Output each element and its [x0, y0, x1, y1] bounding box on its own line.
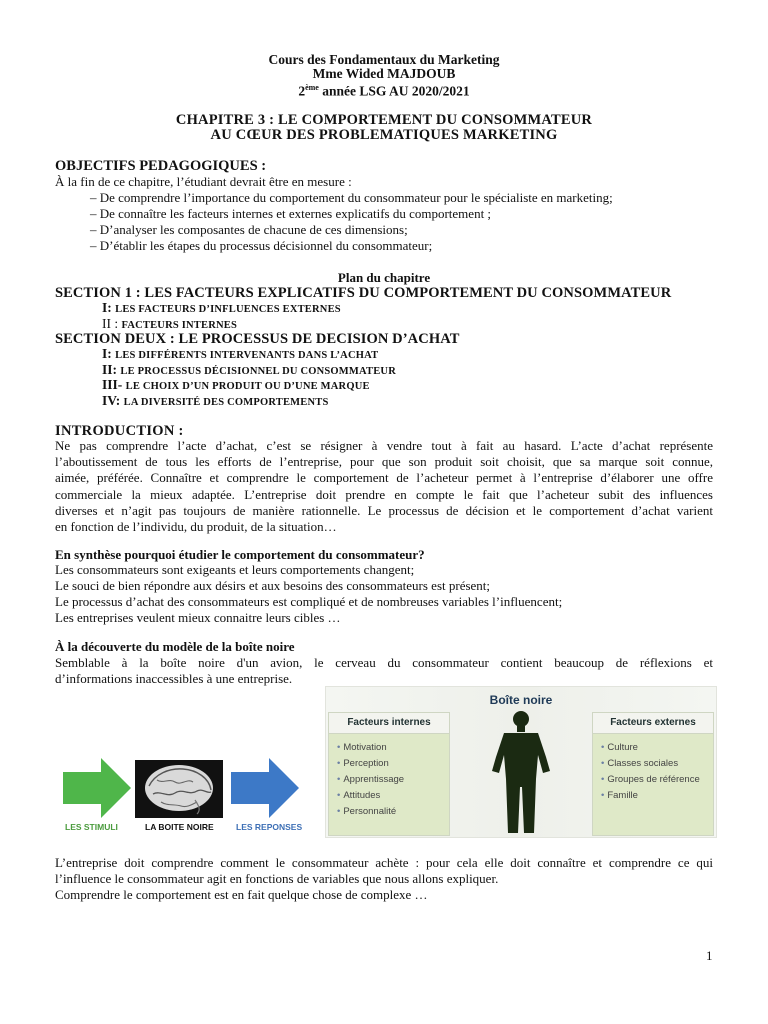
internal-factors-box	[328, 712, 450, 836]
subitem-label: FACTEURS INTERNES	[121, 320, 238, 331]
person-silhouette-icon	[486, 709, 556, 835]
blackbox-caption: LA BOITE NOIRE	[145, 822, 214, 832]
factor-item: • Groupes de référence	[601, 774, 700, 785]
closing-line: Comprendre le comportement est en fait quelque chose de complexe …	[55, 887, 428, 902]
synthesis-line: Les consommateurs sont exigeants et leurs comportements changent;	[55, 562, 415, 577]
factor-item: • Personnalité	[337, 806, 397, 817]
chapter-subtitle: AU CŒUR DES PROBLEMATIQUES MARKETING	[210, 127, 558, 143]
objective-item: – De comprendre l’importance du comportement du consommateur pour le spécialiste en marketing;	[90, 190, 613, 205]
plan-subitem	[102, 301, 341, 317]
teacher-name: Mme Wided MAJDOUB	[312, 66, 456, 81]
internal-factors-title: Facteurs internes	[329, 713, 449, 734]
external-factors-box	[592, 712, 714, 836]
introduction-title: INTRODUCTION :	[55, 423, 184, 439]
subitem-label: LE PROCESSUS DÉCISIONNEL DU CONSOMMATEUR	[120, 366, 396, 377]
plan-subitem	[102, 347, 378, 363]
subitem-number: II :	[102, 316, 122, 331]
objective-item: – D’établir les étapes du processus décisionnel du consommateur;	[90, 238, 433, 253]
subitem-number: I:	[102, 346, 116, 361]
page-number: 1	[706, 948, 713, 963]
objectives-intro: À la fin de ce chapitre, l’étudiant devrait être en mesure :	[55, 174, 352, 189]
paragraph-line: l’influence le consommateur agit en fonctions de variables que nous allons expliquer.	[55, 871, 499, 887]
synthesis-title: En synthèse pourquoi étudier le comportement du consommateur?	[55, 547, 425, 562]
subitem-label: LA DIVERSITÉ DES COMPORTEMENTS	[123, 397, 329, 408]
factor-item: • Culture	[601, 742, 638, 753]
plan-title: Plan du chapitre	[337, 270, 431, 285]
section-1-title: SECTION 1 : LES FACTEURS EXPLICATIFS DU COMPORTEMENT DU CONSOMMATEUR	[55, 285, 672, 301]
blue-arrow-icon	[231, 758, 299, 818]
paragraph-line: en fonction de l’individu, du produit, de la situation…	[55, 519, 337, 535]
paragraph-line: diverses et n’agit pas toujours de manière rationnelle. Le processus de décision et le comportement d’achat varient	[55, 502, 713, 518]
responses-caption: LES REPONSES	[236, 822, 303, 832]
plan-subitem	[102, 394, 329, 410]
brain-image	[135, 760, 223, 818]
plan-subitem	[102, 378, 370, 394]
subitem-number: II:	[102, 362, 121, 377]
green-arrow-icon	[63, 758, 131, 818]
paragraph-line: l’aboutissement de tous les efforts de l’entreprise, pour que son produit soit choisit, que sa marque soit connue,	[55, 454, 713, 470]
blackbox-factors-figure	[325, 686, 717, 838]
synthesis-line: Le processus d’achat des consommateurs est compliqué et de nombreuses variables l’influencent;	[55, 594, 563, 609]
internal-factors-list	[329, 734, 449, 835]
subitem-number: IV:	[102, 393, 124, 408]
factor-item: • Motivation	[337, 742, 387, 753]
synthesis-line: Le souci de bien répondre aux désirs et aux besoins des consommateurs est présent;	[55, 578, 491, 593]
paragraph-line: aimée, préférée. Connaître et comprendre le comportement de l’acheteur permet à l’entreprise d’élaborer une offre	[55, 470, 713, 486]
subitem-label: LE CHOIX D’UN PRODUIT OU D’UNE MARQUE	[125, 381, 370, 392]
paragraph-line: L’entreprise doit comprendre comment le consommateur achète : pour cela elle doit connaître et comprendre ce qui	[55, 855, 713, 870]
blackbox-title: À la découverte du modèle de la boîte noire	[55, 639, 295, 654]
paragraph-line: Semblable à la boîte noire d'un avion, le cerveau du consommateur contient beaucoup de réflexions et	[55, 655, 713, 670]
objective-item: – De connaître les facteurs internes et externes explicatifs du comportement ;	[90, 206, 492, 221]
plan-subitem	[102, 363, 396, 379]
course-title: Cours des Fondamentaux du Marketing	[268, 52, 500, 67]
year-line	[0, 81, 768, 99]
blackbox-figure-title: Boîte noire	[489, 693, 553, 707]
subitem-number: III-	[102, 377, 126, 392]
objectives-title: OBJECTIFS PEDAGOGIQUES :	[55, 158, 267, 174]
introduction-paragraph	[55, 438, 713, 535]
blackbox-paragraph	[55, 655, 713, 671]
stimuli-caption: LES STIMULI	[65, 822, 118, 832]
external-factors-title: Facteurs externes	[593, 713, 713, 734]
external-factors-list	[593, 734, 713, 835]
factor-item: • Attitudes	[337, 790, 381, 801]
factor-item: • Apprentissage	[337, 774, 405, 785]
subitem-label: LES FACTEURS D’INFLUENCES EXTERNES	[115, 304, 341, 315]
factor-item: • Famille	[601, 790, 638, 801]
year-superscript: ème	[305, 83, 319, 92]
stimulus-response-figure	[63, 758, 303, 838]
paragraph-line: Ne pas comprendre l’acte d’achat, c’est se résigner à vendre tout à fait au hasard. L’acte d’achat représente	[55, 438, 713, 453]
closing-paragraph	[55, 855, 713, 887]
paragraph-line: commerciale la mieux adaptée. L’entreprise doit prendre en compte le fait que l’acheteur subit des influences	[55, 486, 713, 502]
blackbox-line: d’informations inaccessibles à une entreprise.	[55, 671, 293, 686]
section-2-title: SECTION DEUX : LE PROCESSUS DE DECISION D’ACHAT	[55, 331, 460, 347]
chapter-title: CHAPITRE 3 : LE COMPORTEMENT DU CONSOMMATEUR	[175, 112, 593, 128]
synthesis-line: Les entreprises veulent mieux connaitre leurs cibles …	[55, 610, 341, 625]
objective-item: – D’analyser les composantes de chacune de ces dimensions;	[90, 222, 408, 237]
factor-item: • Perception	[337, 758, 389, 769]
year-prefix: 2	[298, 83, 306, 99]
subitem-label: LES DIFFÉRENTS INTERVENANTS DANS L’ACHAT	[115, 350, 379, 361]
factor-item: • Classes sociales	[601, 758, 679, 769]
year-suffix: année LSG AU 2020/2021	[318, 83, 470, 99]
subitem-number: I:	[102, 300, 116, 315]
